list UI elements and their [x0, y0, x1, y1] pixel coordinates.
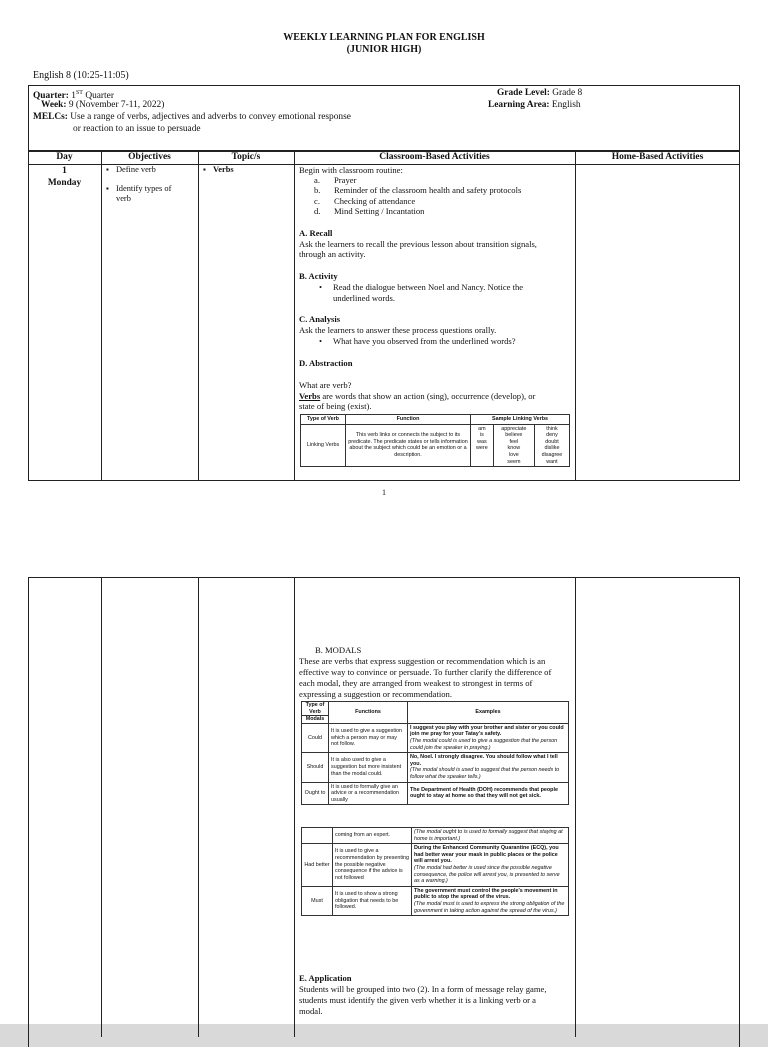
routine-item: Prayer [334, 175, 357, 185]
modal-example-note: (The modal had better is used since the possible negative consequence, the police will arrest you, is presented to serve as a warning.) [414, 864, 560, 885]
modal-row [302, 723, 569, 752]
grade-label: Grade Level: [497, 88, 550, 98]
col-day: Day [56, 152, 73, 162]
modals-text-4: expressing a suggestion or recommendation. [299, 689, 452, 699]
col-classroom: Classroom-Based Activities [379, 152, 490, 162]
lv-sample: deny [546, 432, 558, 439]
verbs-definition-1 [299, 391, 535, 402]
col-topics: Topic/s [231, 152, 261, 162]
lv-sample: appreciate [501, 425, 527, 432]
week-info [41, 100, 164, 111]
routine-marker: c. [314, 196, 320, 206]
lv-sample: believe [505, 432, 523, 439]
lv-sample: feel [509, 438, 519, 445]
day-number: 1 [62, 166, 67, 176]
linking-verb-table [300, 414, 570, 467]
modal-example [412, 844, 569, 887]
page-number: 1 [382, 488, 386, 497]
objective-continuation: verb [116, 194, 131, 203]
analysis-text-1: Ask the learners to answer these process questions orally. [299, 325, 497, 335]
quarter-number: 1 [71, 91, 76, 102]
what-are-verb: What are verb? [299, 380, 352, 390]
area-info [488, 100, 581, 111]
week-label: Week: [41, 100, 67, 110]
modals-header-type [302, 702, 329, 724]
modal-name: Had better [302, 844, 333, 887]
modals-text-1: These are verbs that express suggestion or recommendation which is an [299, 656, 546, 666]
week-value: 9 (November 7-11, 2022) [66, 100, 165, 110]
grade-info [497, 88, 582, 99]
page-1 [0, 0, 768, 512]
routine-item: Checking of attendance [334, 196, 416, 206]
lv-sample: want [546, 458, 558, 465]
modal-example [408, 753, 569, 782]
modal-function: It is used to formally give an advice or a recommendation usually [329, 782, 408, 805]
verbs-keyword: Verbs [299, 391, 321, 401]
bullet-dot: • [319, 336, 323, 346]
lv-sample: know [507, 445, 521, 452]
activity-text-1: Read the dialogue between Noel and Nancy. Notice the [333, 282, 524, 292]
lv-sample: is [479, 432, 484, 439]
lv-sample: doubt [545, 438, 559, 445]
topic-item: ▪ Verbs [203, 165, 234, 176]
modal-example-sentence: I suggest you play with your brother and sister or you could join me pray for your Tatay's safety. [410, 724, 564, 738]
modal-name: Could [302, 723, 329, 752]
modals-header-functions: Functions [329, 702, 408, 724]
routine-intro: Begin with classroom routine: [299, 165, 403, 175]
objectives-list [106, 165, 171, 205]
melcs-line-2: or reaction to an issue to persuade [73, 124, 201, 134]
modal-row-continued [302, 828, 569, 844]
modals-header-type-label: Type of Verb [305, 702, 325, 715]
day-name: Monday [47, 178, 82, 188]
modal-row [302, 886, 569, 915]
modals-text-3: each modal, they are arranged from weakest to strongest in terms of [299, 678, 533, 688]
lv-sample: were [476, 445, 488, 452]
lv-sample-col-1 [471, 424, 494, 467]
modal-function: It is used to give a recommendation by presenting the possible negative consequence if the advice is not followed [333, 844, 412, 887]
lv-sample: love [508, 451, 519, 458]
recall-heading: A. Recall [299, 228, 333, 238]
objective-item: ▪ Identify types of [106, 184, 171, 195]
application-heading: E. Application [299, 973, 352, 983]
activity-heading: B. Activity [299, 271, 338, 281]
modal-row [302, 753, 569, 782]
objective-item-cont [106, 194, 171, 205]
analysis-text-2: What have you observed from the underlined words? [333, 336, 516, 346]
modal-example-sentence: The government must control the people's movement in public to stop the spread of the virus. [414, 887, 558, 901]
col-home: Home-Based Activities [611, 152, 704, 162]
melcs-label: MELCs: [33, 112, 68, 122]
lv-sample: seem [507, 458, 521, 465]
course-schedule: English 8 (10:25-11:05) [33, 70, 129, 81]
modal-example [408, 723, 569, 752]
modal-name: Ought to [302, 782, 329, 805]
modal-function: It is used to give a suggestion which a person may or may not follow. [329, 723, 408, 752]
modal-example [408, 782, 569, 805]
grade-value: Grade 8 [549, 88, 583, 98]
modal-example [412, 886, 569, 915]
recall-text-2: through an activity. [299, 249, 366, 259]
document-title [0, 32, 768, 56]
title-line-2: (JUNIOR HIGH) [346, 44, 422, 55]
plan-table-continued [28, 577, 740, 1047]
modal-example-note: (The modal could is used to give a suggestion that the person could join the speaker in praying.) [410, 737, 558, 751]
modal-name: Must [302, 886, 333, 915]
routine-item: Reminder of the classroom health and safety protocols [334, 185, 522, 195]
application-text-2: students must identify the given verb whether it is a linking verb or a [299, 995, 536, 1005]
modals-header-examples: Examples [408, 702, 569, 724]
lv-sample-col-3 [534, 424, 569, 467]
routine-marker: d. [314, 206, 321, 216]
modal-example-note: (The modal must is used to express the strong obligation of the government in taking action against the spread of the virus.) [414, 900, 565, 914]
page-2 [0, 512, 768, 1024]
routine-marker: b. [314, 185, 321, 195]
modals-header-modals-label: Modals [302, 715, 328, 723]
melcs-line-1: Use a range of verbs, adjectives and adverbs to convey emotional response [67, 112, 351, 122]
col-objectives: Objectives [128, 152, 171, 162]
quarter-label: Quarter: [33, 91, 69, 102]
modal-function: It is also used to give a suggestion but more insistent than the modal could. [329, 753, 408, 782]
modals-table-continued [301, 827, 569, 916]
modal-name: Should [302, 753, 329, 782]
analysis-heading: C. Analysis [299, 314, 341, 324]
modal-function: It is used to show a strong obligation that needs to be followed. [333, 886, 412, 915]
recall-text-1: Ask the learners to recall the previous lesson about transition signals, [299, 239, 537, 249]
modal-name-empty [302, 828, 333, 844]
lv-header-type: Type of Verb [301, 415, 346, 425]
routine-item: Mind Setting / Incantation [334, 206, 425, 216]
melcs-info [33, 112, 351, 123]
modal-example-note: (The modal should is used to suggest that the person needs to follow what the speaker tells.) [410, 767, 560, 780]
area-label: Learning Area: [488, 100, 550, 110]
lv-sample: disagree [541, 451, 563, 458]
objective-item: ▪ Define verb [106, 165, 171, 176]
lv-sample-col-2 [493, 424, 534, 467]
modals-table [301, 701, 569, 805]
modal-row [302, 844, 569, 887]
modal-example-sentence: No, Noel. I strongly disagree. You should follow what I tell you. [410, 754, 558, 767]
quarter-value: Quarter [82, 91, 114, 102]
lv-sample: was [477, 438, 487, 445]
modals-text-2: effective way to convince or persuade. To further clarify the difference of [299, 667, 552, 677]
application-text-1: Students will be grouped into two (2). In a form of message relay game, [299, 984, 547, 994]
modal-example-note: (The modal ought to is used to formally suggest that staying at home is important.) [412, 828, 569, 844]
quarter-superscript: ST [75, 90, 83, 96]
area-value: English [549, 100, 581, 110]
modals-heading: B. MODALS [315, 645, 362, 655]
modal-example-sentence: The Department of Health (DOH) recommends that people ought to stay at home so that they will not get sick. [410, 786, 558, 800]
lv-type: Linking Verbs [301, 424, 346, 467]
lv-sample: am [478, 425, 486, 432]
modal-function: coming from an expert. [333, 828, 412, 844]
application-text-3: modal. [299, 1006, 323, 1016]
lv-header-function: Function [346, 415, 471, 425]
modal-row [302, 782, 569, 805]
lv-sample: dislike [544, 445, 560, 452]
bullet-dot: • [319, 282, 323, 292]
lv-sample: think [546, 425, 558, 432]
verbs-definition-text: are words that show an action (sing), occurrence (develop), or [320, 391, 536, 401]
abstraction-heading: D. Abstraction [299, 358, 353, 368]
title-line-1: WEEKLY LEARNING PLAN FOR ENGLISH [283, 32, 485, 43]
activity-text-2: underlined words. [333, 293, 396, 303]
verbs-definition-2: state of being (exist). [299, 401, 372, 411]
routine-marker: a. [314, 175, 320, 185]
lv-function: This verb links or connects the subject to its predicate. The predicate states or tells information about the subject which could be an emotion or a description. [346, 424, 471, 467]
topics-list [203, 165, 234, 176]
lv-header-sample: Sample Linking Verbs [471, 415, 570, 425]
modal-example-sentence: During the Enhanced Community Quarantine (ECQ), you had better wear your mask in public places or the police will arrest you. [414, 845, 559, 865]
